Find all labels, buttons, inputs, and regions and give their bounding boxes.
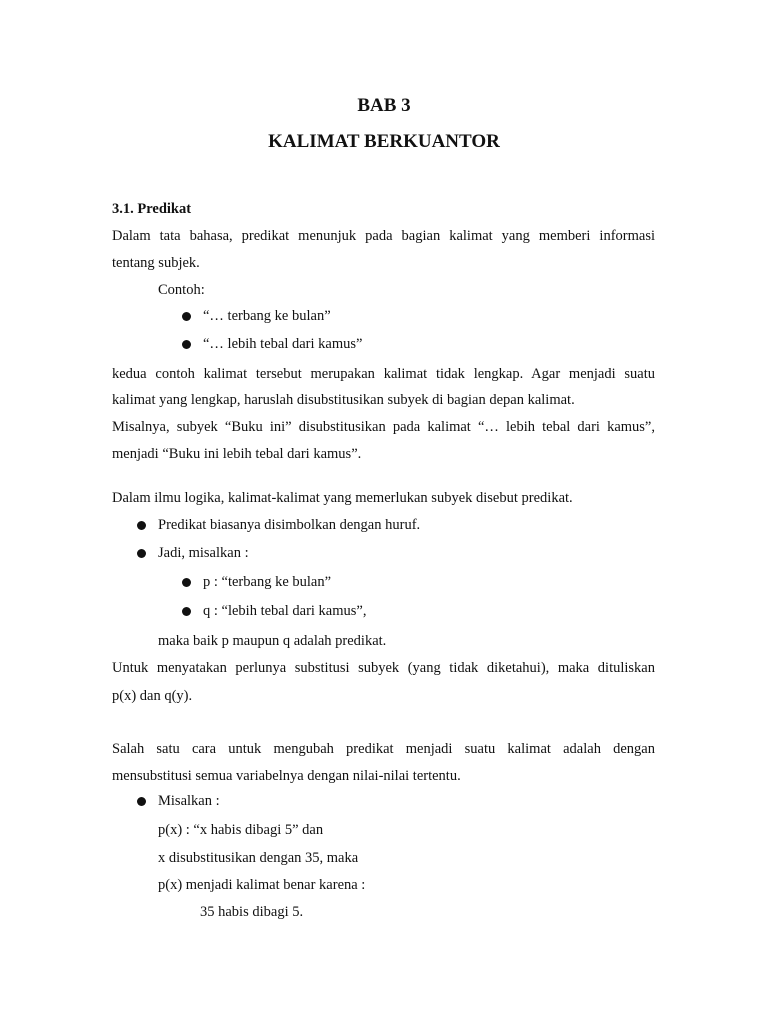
paragraph-1-line-2: tentang subjek. [112,255,200,271]
example-label: Contoh: [158,282,205,298]
conclusion-line: maka baik p maupun q adalah predikat. [158,633,387,649]
sub-bullet-item-1: p : “terbang ke bulan” [203,574,332,590]
paragraph-2-line-2: kalimat yang lengkap, haruslah disubstitusikan subyek di bagian depan kalimat. [112,392,575,408]
example-line-3: p(x) menjadi kalimat benar karena : [158,877,366,893]
example-result: 35 habis dibagi 5. [200,904,304,920]
example-line-1: p(x) : “x habis dibagi 5” dan [158,822,324,838]
bullet-item-2: Jadi, misalkan : [158,545,249,561]
chapter-number: BAB 3 [357,95,411,116]
section-heading: 3.1. Predikat [112,201,192,217]
bullet-dot-icon [137,549,146,558]
bullet-dot-icon [137,521,146,530]
example-bullet: Misalkan : [158,793,220,809]
chapter-title: KALIMAT BERKUANTOR [268,131,500,152]
sub-bullet-item-2: q : “lebih tebal dari kamus”, [203,603,367,619]
bullet-dot-icon [182,578,191,587]
paragraph-4-line-2: p(x) dan q(y). [112,688,193,704]
paragraph-2-line-3: Misalnya, subyek “Buku ini” disubstitusikan pada kalimat “… lebih tebal dari kamus”, [112,419,655,435]
bullet-dot-icon [182,340,191,349]
example-line-2: x disubstitusikan dengan 35, maka [158,850,359,866]
bullet-item-1: Predikat biasanya disimbolkan dengan huruf. [158,517,421,533]
bullet-dot-icon [182,312,191,321]
paragraph-5-line-1: Salah satu cara untuk mengubah predikat menjadi suatu kalimat adalah dengan [112,741,655,757]
bullet-dot-icon [182,607,191,616]
bullet-dot-icon [137,797,146,806]
paragraph-3: Dalam ilmu logika, kalimat-kalimat yang memerlukan subyek disebut predikat. [112,490,573,506]
paragraph-2-line-4: menjadi “Buku ini lebih tebal dari kamus”. [112,446,362,462]
paragraph-4-line-1: Untuk menyatakan perlunya substitusi subyek (yang tidak diketahui), maka dituliskan [112,660,655,676]
paragraph-5-line-2: mensubstitusi semua variabelnya dengan nilai-nilai tertentu. [112,768,461,784]
example-item-2: “… lebih tebal dari kamus” [203,336,363,352]
paragraph-1-line-1: Dalam tata bahasa, predikat menunjuk pada bagian kalimat yang memberi informasi [112,228,655,244]
example-item-1: “… terbang ke bulan” [203,308,331,324]
paragraph-2-line-1: kedua contoh kalimat tersebut merupakan kalimat tidak lengkap. Agar menjadi suatu [112,366,655,382]
